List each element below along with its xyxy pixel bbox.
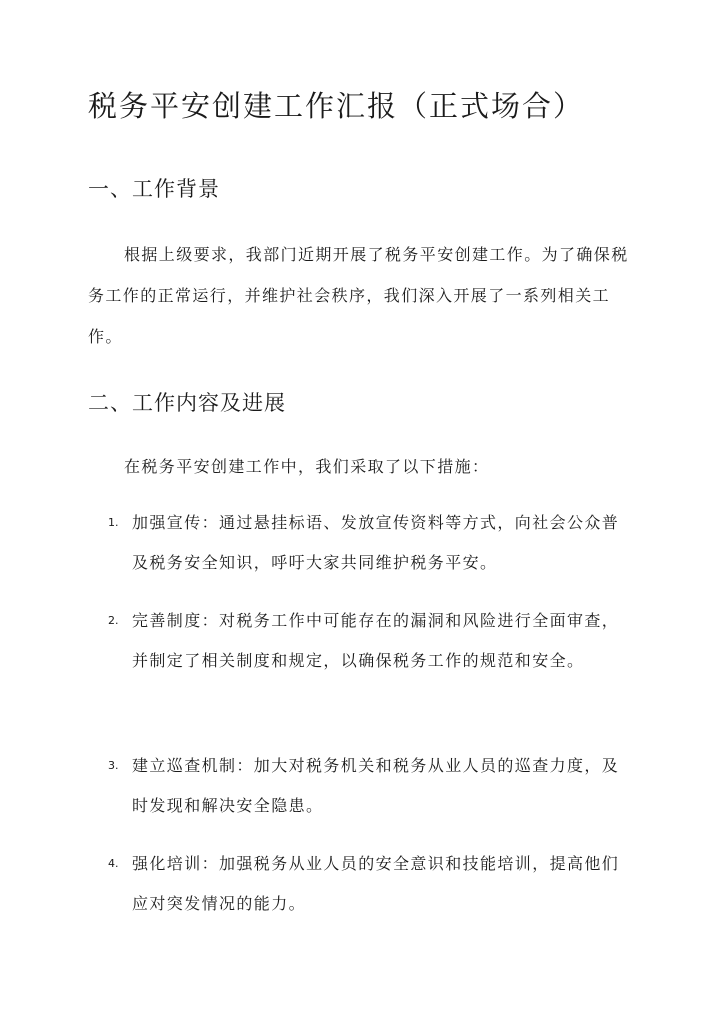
section-heading-content-progress: 二、工作内容及进展 [88,391,286,415]
list-item-text: 完善制度：对税务工作中可能存在的漏洞和风险进行全面审查，并制定了相关制度和规定，以确保税务工作的规范和安全。 [132,611,620,670]
background-paragraph: 根据上级要求，我部门近期开展了税务平安创建工作。为了确保税务工作的正常运行，并维护社会秩序，我们深入开展了一系列相关工作。 [88,245,629,346]
list-item-number: 3. [108,759,119,772]
measures-intro: 在税务平安创建工作中，我们采取了以下措施： [124,457,490,476]
section-heading-background: 一、工作背景 [88,177,220,201]
list-item-text: 强化培训：加强税务从业人员的安全意识和技能培训，提高他们应对突发情况的能力。 [132,854,620,913]
list-item-text: 建立巡查机制：加大对税务机关和税务从业人员的巡查力度，及时发现和解决安全隐患。 [132,756,620,815]
document-title: 税务平安创建工作汇报（正式场合） [88,89,585,123]
list-item-number: 4. [108,857,119,870]
list-item-text: 加强宣传：通过悬挂标语、发放宣传资料等方式，向社会公众普及税务安全知识，呼吁大家共同维护税务平安。 [132,513,620,572]
list-item-number: 1. [108,516,119,529]
list-item-number: 2. [108,614,119,627]
